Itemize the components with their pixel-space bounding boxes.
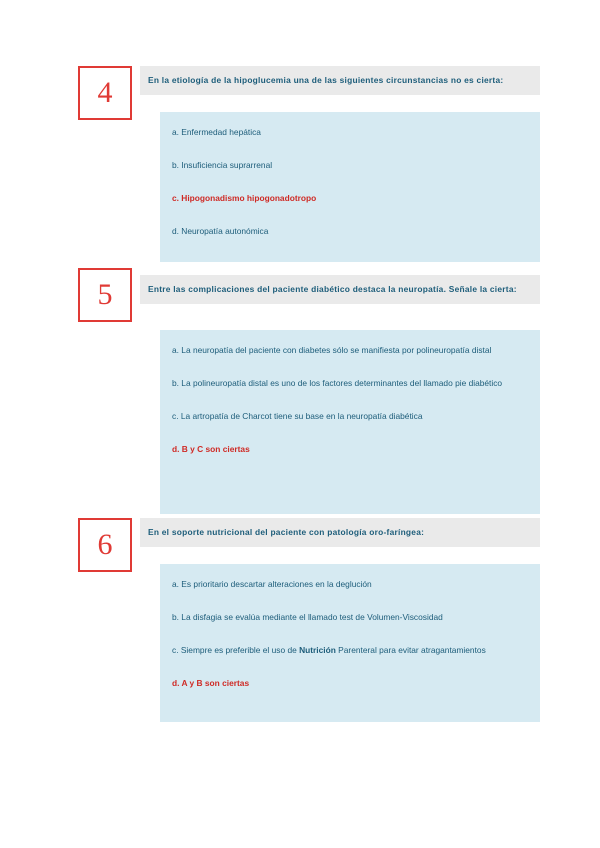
question-stem-4: En la etiología de la hipoglucemia una de las siguientes circunstancias no es cierta:	[140, 66, 540, 95]
answer-option[interactable]: b. Insuficiencia suprarrenal	[172, 160, 273, 171]
question-number-4: 4	[97, 76, 113, 109]
question-number-box-5	[78, 268, 132, 322]
question-number-box-4	[78, 66, 132, 120]
answer-option-correct[interactable]: d. A y B son ciertas	[172, 678, 250, 689]
answer-list-4	[160, 112, 540, 262]
answer-list-6	[160, 564, 540, 722]
emphasized-term: Nutrición	[299, 645, 336, 656]
answer-option[interactable]: d. Neuropatía autonómica	[172, 226, 269, 237]
answer-option[interactable]: a. Es prioritario descartar alteraciones en la deglución	[172, 579, 372, 589]
answer-option-correct[interactable]: c. Hipogonadismo hipogonadotropo	[172, 193, 317, 204]
answer-option-correct[interactable]: d. B y C son ciertas	[172, 444, 250, 455]
question-number-6: 6	[97, 528, 113, 561]
answer-option[interactable]: b. La polineuropatía distal es uno de los factores determinantes del llamado pie diabético	[172, 378, 503, 389]
question-stem-6: En el soporte nutricional del paciente con patología oro-faríngea:	[140, 518, 540, 547]
answer-list-5	[160, 330, 540, 514]
answer-option[interactable]: c. Siempre es preferible el uso de Nutrición Parenteral para evitar atragantamientos	[172, 645, 486, 656]
question-number-box-6	[78, 518, 132, 572]
answer-option[interactable]: a. La neuropatía del paciente con diabetes sólo se manifiesta por polineuropatía distal	[172, 345, 492, 355]
question-number-5: 5	[97, 278, 113, 311]
answer-option[interactable]: a. Enfermedad hepática	[172, 127, 261, 137]
question-stem-5: Entre las complicaciones del paciente diabético destaca la neuropatía. Señale la cierta:	[140, 275, 540, 304]
answer-option[interactable]: b. La disfagia se evalúa mediante el llamado test de Volumen-Viscosidad	[172, 612, 443, 623]
answer-option[interactable]: c. La artropatía de Charcot tiene su base en la neuropatía diabética	[172, 411, 423, 422]
